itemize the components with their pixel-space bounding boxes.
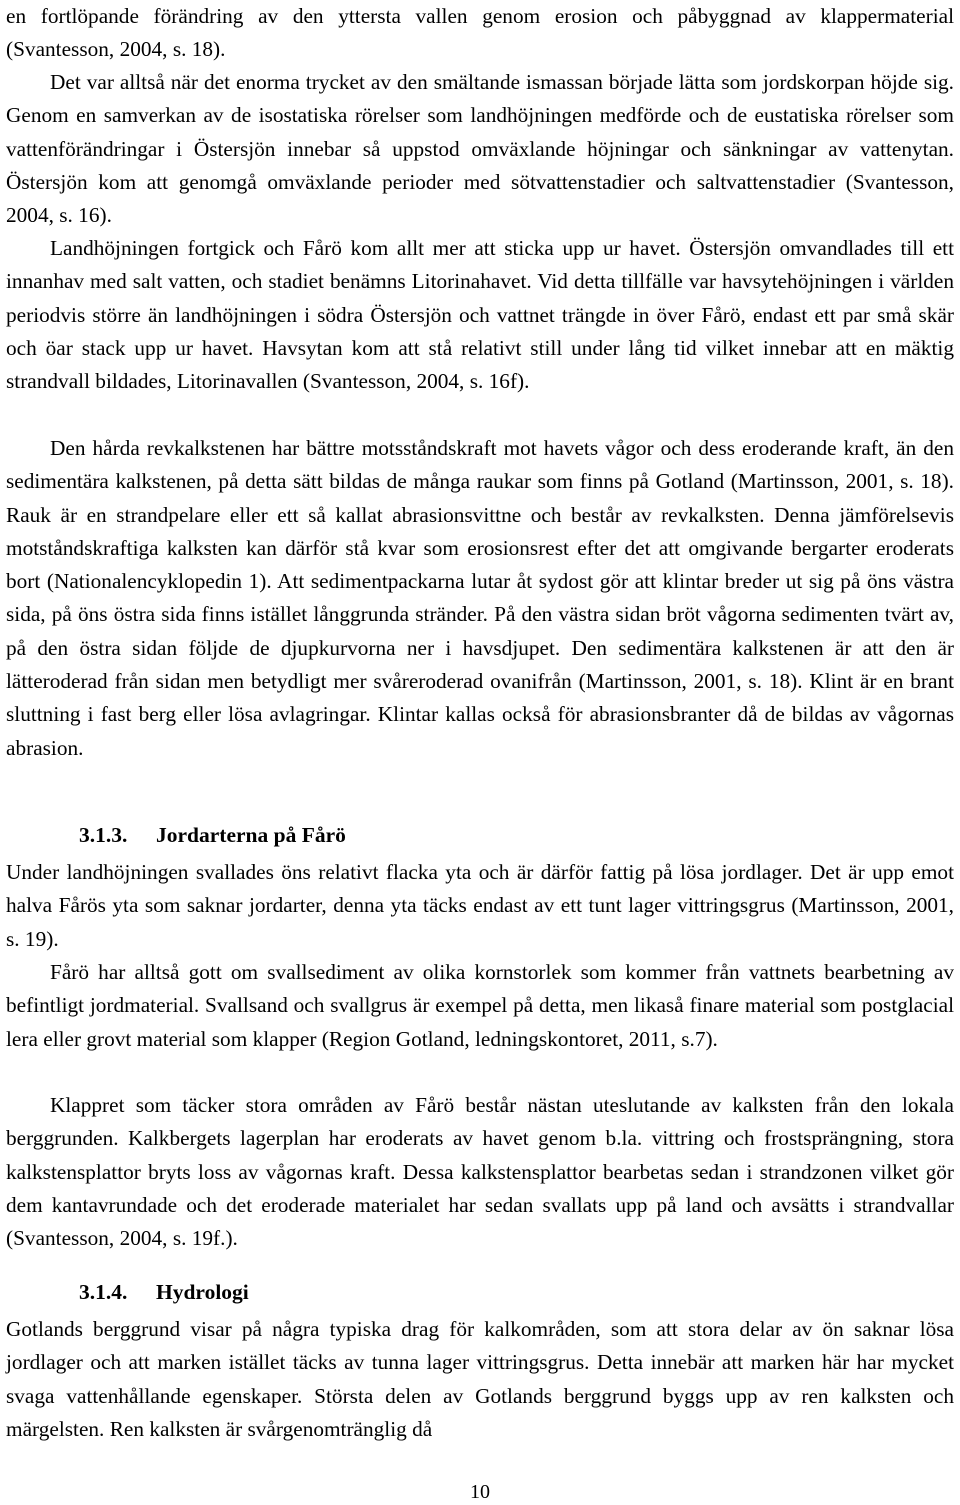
- section-number: 3.1.3.: [79, 823, 128, 847]
- paragraph-litorinahavet: Landhöjningen fortgick och Fårö kom allt mer att sticka upp ur havet. Östersjön omvandlades till ett innanhav med salt vatten, och stadiet benämns Litorinahavet. Vid detta tillfälle var havsytehöjningen i världen periodvis större än landhöjningen i södra Östersjön och vattnet trängde in över Fårö, endast ett par små skär och öar stack upp ur havet. Havsytan kom att stå relativt still under lång tid vilket innebar att en mäktig strandvall bildades, Litorinavallen (Svantesson, 2004, s. 16f).: [6, 236, 954, 394]
- paragraph-hydrologi: Gotlands berggrund visar på några typiska drag för kalkområden, som att stora delar av ön saknar lösa jordlager och att marken istället täcks av tunna lager vittringsgrus. Detta innebär att marken här har mycket svaga vattenhållande egenskaper. Största delen av Gotlands berggrund byggs upp av ren kalksten och märgelsten. Ren kalksten är svårgenomtränglig då: [6, 1317, 954, 1441]
- paragraph-continuation: en fortlöpande förändring av den yttersta vallen genom erosion och påbyggnad av klappermaterial (Svantesson, 2004, s. 18).: [6, 4, 954, 62]
- section-number: 3.1.4.: [79, 1280, 128, 1304]
- section-title: Hydrologi: [156, 1280, 249, 1304]
- paragraph-landhojning: Det var alltså när det enorma trycket av den smältande ismassan började lätta som jordskorpan höjde sig. Genom en samverkan av de isostatiska rörelser som landhöjningen medförde och de eustatiska rörelser som vattenförändringar i Östersjön innebar så uppstod omväxlande höjningar och sänkningar av vattenytan. Östersjön kom att genomgå omväxlande perioder med sötvattenstadier och saltvattenstadier (Svantesson, 2004, s. 16).: [6, 70, 954, 228]
- paragraph-klapper: Klappret som täcker stora områden av Fårö består nästan uteslutande av kalksten från den lokala berggrunden. Kalkbergets lagerplan har eroderats av havet genom b.la. vittring och frostsprängning, stora kalkstensplattor bryts loss av vågornas kraft. Dessa kalkstensplattor bearbetas sedan i strandzonen vilket gör dem kantavrundade och det eroderade materialet har sedan svallats upp på land och avsätts i strandvallar (Svantesson, 2004, s. 19f.).: [6, 1093, 954, 1251]
- page-number: 10: [470, 1481, 490, 1503]
- paragraph-svallsediment: Fårö har alltså gott om svallsediment av olika kornstorlek som kommer från vattnets bearbetning av befintligt jordmaterial. Svallsand och svallgrus är exempel på detta, men likaså finare material som postglacial lera eller grovt material som klapper (Region Gotland, ledningskontoret, 2011, s.7).: [6, 960, 954, 1051]
- section-heading-hydrologi: [79, 1277, 249, 1307]
- section-title: Jordarterna på Fårö: [156, 823, 346, 847]
- paragraph-raukar-klintar: Den hårda revkalkstenen har bättre motsståndskraft mot havets vågor och dess eroderande kraft, än den sedimentära kalkstenen, på detta sätt bildas de många raukar som finns på Gotland (Martinsson, 2001, s. 18). Rauk är en strandpelare eller ett så kallat abrasionsvittne och består av revkalksten. Denna jämförelsevis motståndskraftiga kalksten kan därför stå kvar som erosionsrest efter det att omgivande bergarter eroderats bort (Nationalencyklopedin 1). Att sedimentpackarna lutar åt sydost gör att klintar breder ut sig på öns västra sida, på öns östra sida finns istället långgrunda stränder. På den västra sidan bröt vågorna sedimenten tvärt av, på den östra sidan följde de djupkurvorna ner i havsdjupet. Den sedimentära kalkstenen är att den är lätteroderad från sidan men betydligt mer svåreroderad ovanifrån (Martinsson, 2001, s. 18). Klint är en brant sluttning i fast berg eller lösa avlagringar. Klintar kallas också för abrasionsbranter då de bildas av vågornas abrasion.: [6, 436, 954, 760]
- paragraph-jordlager: Under landhöjningen svallades öns relativt flacka yta och är därför fattig på lösa jordlager. Det är upp emot halva Fårös yta som saknar jordarter, denna yta täcks endast av ett tunt lager vittringsgrus (Martinsson, 2001, s. 19).: [6, 860, 954, 951]
- section-heading-jordarterna: [79, 820, 346, 850]
